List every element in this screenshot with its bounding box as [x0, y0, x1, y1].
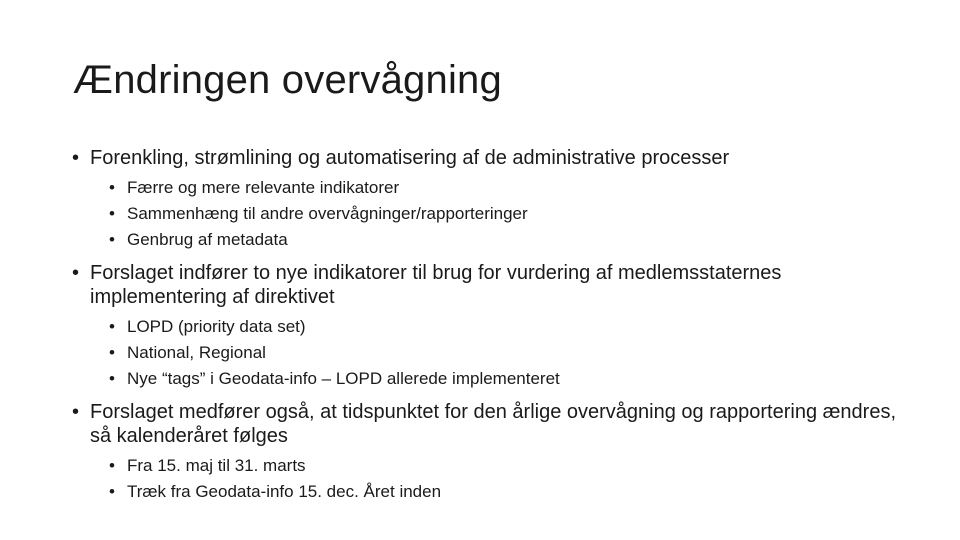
- bullet-text: Forslaget indfører to nye indikatorer til brug for vurdering af medlemsstaternes implementering af direktivet: [90, 262, 782, 308]
- bullet-dot: •: [109, 369, 115, 388]
- slide-content: [72, 146, 902, 505]
- sub-bullet-text: National, Regional: [127, 343, 266, 362]
- bullet-dot: •: [109, 204, 115, 223]
- sub-bullet-text: Nye “tags” i Geodata-info – LOPD allerede implementeret: [127, 369, 560, 388]
- bullet-dot: •: [109, 317, 115, 336]
- bullet-dot: •: [109, 482, 115, 501]
- sub-bullet-item: [72, 479, 902, 505]
- sub-bullet-text: LOPD (priority data set): [127, 317, 306, 336]
- bullet-dot: •: [109, 343, 115, 362]
- bullet-item: [72, 146, 902, 170]
- bullet-item: [72, 400, 902, 448]
- bullet-group-3: [72, 400, 902, 505]
- bullet-text: Forenkling, strømlining og automatisering af de administrative processer: [90, 147, 730, 169]
- sub-bullet-text: Sammenhæng til andre overvågninger/rapporteringer: [127, 204, 528, 223]
- sub-bullet-item: [72, 366, 902, 392]
- sub-bullet-text: Genbrug af metadata: [127, 230, 288, 249]
- sub-bullet-list: [72, 453, 902, 505]
- sub-bullet-text: Færre og mere relevante indikatorer: [127, 178, 400, 197]
- sub-bullet-text: Træk fra Geodata-info 15. dec. Året inden: [127, 482, 442, 501]
- bullet-dot: •: [72, 401, 80, 423]
- bullet-dot: •: [109, 456, 115, 475]
- sub-bullet-list: [72, 175, 902, 253]
- bullet-group-1: [72, 146, 902, 253]
- sub-bullet-text: Fra 15. maj til 31. marts: [127, 456, 306, 475]
- sub-bullet-item: [72, 453, 902, 479]
- bullet-text: Forslaget medfører også, at tidspunktet for den årlige overvågning og rapportering ændres, så kalenderåret følges: [90, 401, 896, 447]
- sub-bullet-item: [72, 201, 902, 227]
- bullet-group-2: [72, 261, 902, 392]
- bullet-dot: •: [109, 178, 115, 197]
- slide-title: Ændringen overvågning: [73, 58, 502, 102]
- sub-bullet-item: [72, 340, 902, 366]
- sub-bullet-item: [72, 314, 902, 340]
- bullet-dot: •: [109, 230, 115, 249]
- sub-bullet-item: [72, 175, 902, 201]
- sub-bullet-list: [72, 314, 902, 392]
- bullet-item: [72, 261, 902, 309]
- bullet-dot: •: [72, 147, 80, 169]
- bullet-dot: •: [72, 262, 80, 284]
- sub-bullet-item: [72, 227, 902, 253]
